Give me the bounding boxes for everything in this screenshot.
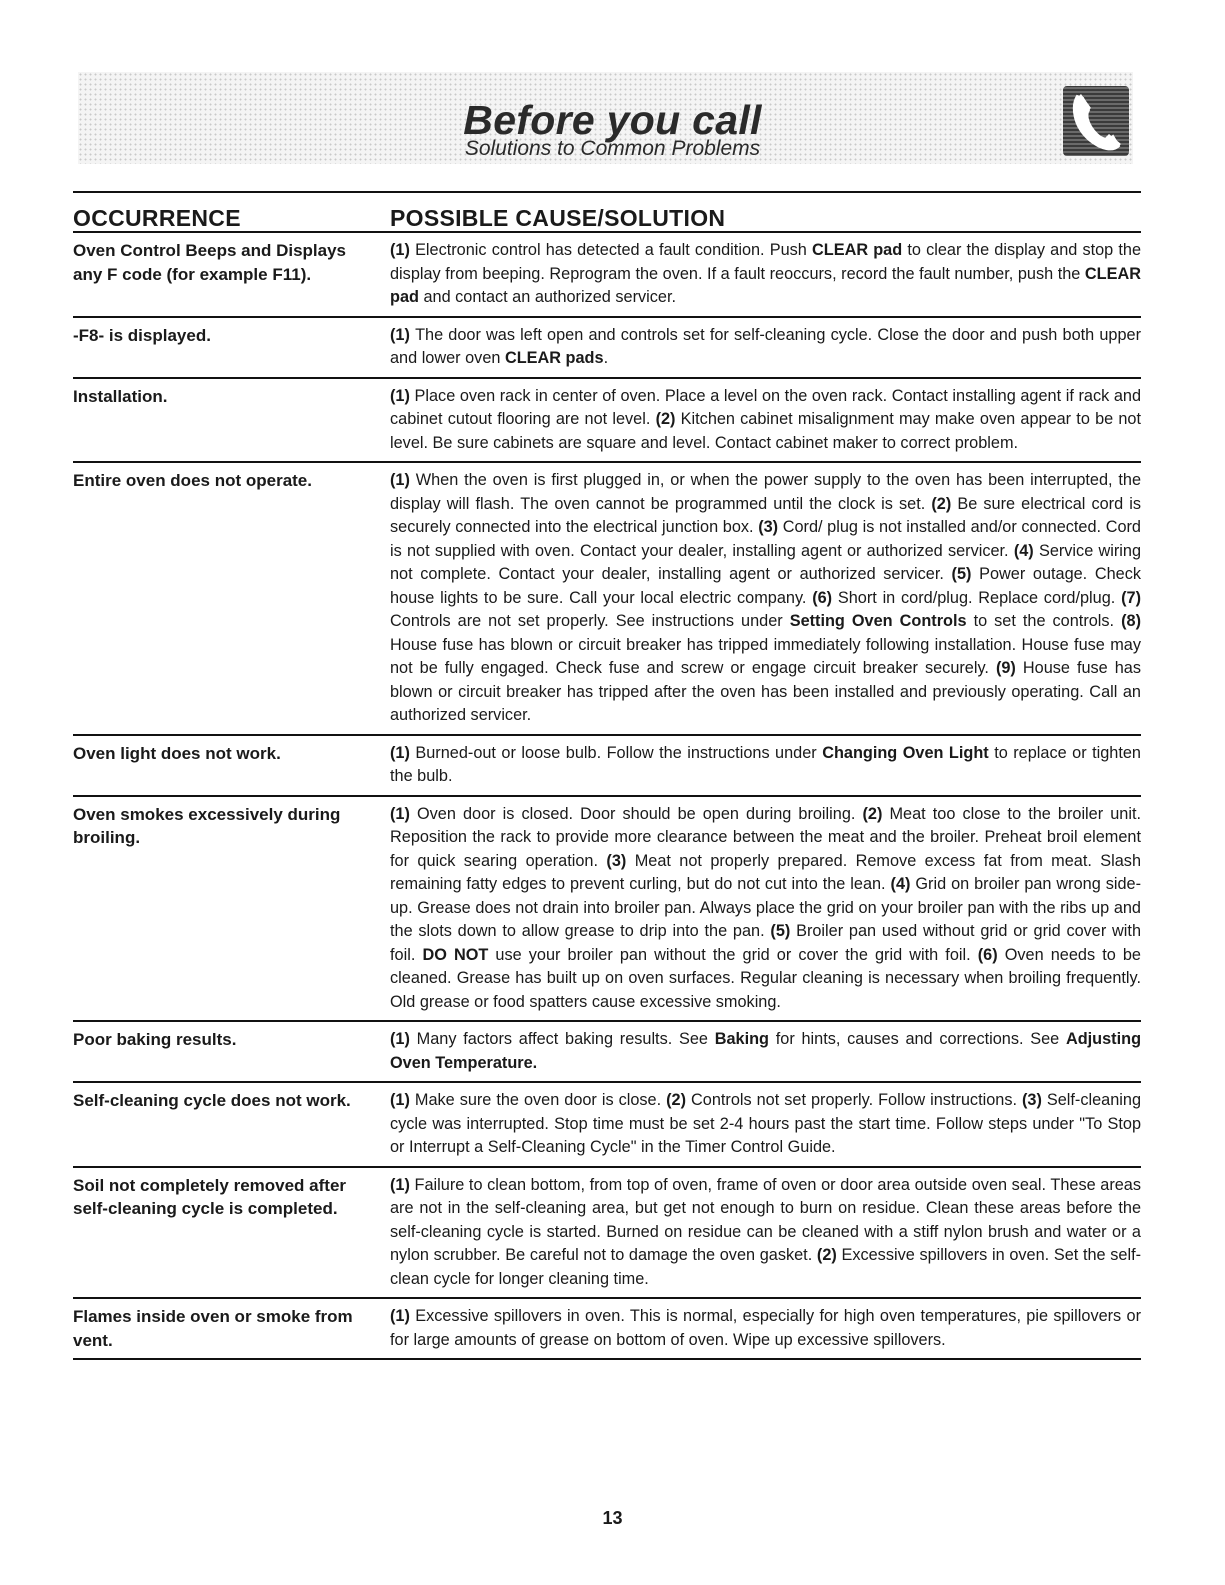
solution-emphasis: (1) [390,1091,415,1109]
problems-table [73,231,1141,1360]
occurrence-cell: Poor baking results. [73,1030,237,1049]
solution-emphasis: Baking [714,1030,769,1048]
solution-emphasis: (2) [816,1246,842,1264]
solution-emphasis: (4) [890,875,916,893]
solution-emphasis: (1) [390,1307,416,1325]
solution-emphasis: (5) [770,922,797,940]
occurrence-cell: Oven Control Beeps and Displays any F code (for example F11). [73,241,347,284]
table-row [73,231,1141,316]
solution-emphasis: (2) [655,410,681,428]
solution-emphasis: (1) [390,471,416,489]
solution-text: Be sure electrical cord is securely connected into the electrical junction box. [390,494,1142,536]
solution-emphasis: CLEAR pad [390,264,1141,306]
page-subtitle: Solutions to Common Problems [464,137,761,160]
solution-emphasis: (3) [606,851,635,870]
solution-text: Power outage. Check house lights to be sure. Call your local electric company. [390,565,1141,607]
table-row [73,316,1141,377]
solution-emphasis: (1) [390,1030,417,1048]
solution-text: When the oven is first plugged in, or when the power supply to the oven has been interrupted, the display will flash. The oven cannot be programmed until the clock is set. [390,471,1142,513]
solution-text: . [603,349,609,367]
solution-emphasis: (2) [862,804,890,823]
solution-emphasis: (1) [390,804,417,823]
solution-cell [390,803,1141,1015]
solution-text: Meat too close to the broiler unit. Reposition the rack to provide more clearance between the meat and the broiler. Preheat broil element for quick searing operation. [390,804,1142,870]
solution-text: Oven needs to be cleaned. Grease has built up on oven surfaces. Regular cleaning is necessary when broiling frequently. Old grease or food spatters cause excessive smoking. [390,945,1141,1011]
table-row [73,461,1141,734]
table-row [73,795,1141,1021]
solution-text: Excessive spillovers in oven. Set the self-clean cycle for longer cleaning time. [390,1246,1142,1288]
solution-emphasis: (1) [390,386,415,405]
solution-emphasis: (9) [995,659,1023,677]
occurrence-cell: Oven smokes excessively during broiling. [73,804,341,847]
solution-text: Grid on broiler pan wrong side-up. Grease does not drain into broiler pan. Always place the grid on your broiler pan with the ribs up and the slots down to allow grease to drip into the pan. [390,875,1141,940]
solution-emphasis: (6) [977,945,1005,964]
solution-emphasis: (1) [390,241,416,259]
solution-text: and contact an authorized servicer. [418,288,676,306]
occurrence-cell: Entire oven does not operate. [73,471,312,490]
occurrence-cell: -F8- is displayed. [73,325,211,345]
solution-cell [390,239,1141,310]
solution-text: Many factors affect baking results. See [416,1030,715,1048]
solution-text: Place oven rack in center of oven. Place a level on the oven rack. Contact installing agent if rack and cabinet cutout flooring are not level. [390,386,1142,428]
page-number: 13 [602,1508,623,1528]
solution-text: for hints, causes and corrections. See [769,1030,1066,1048]
solution-text: Service wiring not complete. Contact your dealer, installing agent or authorized servicer. [390,541,1142,583]
solution-cell [390,385,1141,456]
solution-emphasis: (1) [390,325,416,344]
table-row [73,1020,1141,1081]
solution-text: Electronic control has detected a fault condition. Push [415,241,812,259]
solution-text: to set the controls. [966,612,1122,630]
solution-text: Oven door is closed. Door should be open during broiling. [416,804,863,823]
solution-emphasis: Setting Oven Controls [789,612,967,630]
solution-text: House fuse has blown or circuit breaker has tripped after the oven has been installed and previously operating. Call an authorized servicer. [390,659,1142,724]
occurrence-column-header: OCCURRENCE [73,205,241,231]
page-title: Before you call [463,97,762,143]
solution-text: Burned-out or loose bulb. Follow the instructions under [415,743,823,762]
solution-emphasis: Adjusting Oven Temperature. [390,1030,1142,1072]
solution-text: House fuse has blown or circuit breaker has tripped immediately following installation. House fuse may not be fully engaged. Check fuse and screw or engage circuit breaker securely. [390,635,1141,677]
solution-text: Cord/ plug is not installed and/or connected. Cord is not supplied with oven. Contact your dealer, installing agent or authorized servicer. [390,518,1141,560]
solution-cell [390,1028,1141,1075]
occurrence-cell: Flames inside oven or smoke from vent. [73,1307,353,1350]
solution-cell [390,1089,1141,1160]
solution-emphasis: (1) [390,743,416,762]
solution-emphasis: (2) [666,1091,692,1109]
solution-text: Excessive spillovers in oven. This is normal, especially for high oven temperatures, pie spillovers or for large amounts of grease on bottom of oven. Wipe up excessive spillovers. [390,1307,1141,1349]
solution-emphasis: (3) [1021,1091,1047,1109]
solution-emphasis: (1) [390,1175,415,1194]
solution-emphasis: CLEAR pads [504,349,604,367]
occurrence-cell: Self-cleaning cycle does not work. [73,1091,351,1110]
solution-text: The door was left open and controls set for self-cleaning cycle. Close the door and push both upper and lower oven [390,325,1142,367]
solution-emphasis: (7) [1121,588,1141,607]
occurrence-cell: Installation. [73,386,168,406]
solution-emphasis: CLEAR pad [812,241,903,259]
solution-cell [390,1305,1141,1352]
solution-text: Meat not properly prepared. Remove excess fat from meat. Slash remaining fatty edges to prevent curling, but do not cut into the lean. [390,851,1142,893]
solution-text: Controls are not set properly. See instructions under [390,612,790,630]
solution-cell [390,469,1141,728]
table-row [73,1081,1141,1166]
solution-text: use your broiler pan without the grid or cover the grid with foil. [488,945,978,964]
solution-emphasis: (8) [1121,612,1141,630]
table-row [73,734,1141,795]
solution-cell [390,1174,1141,1292]
solution-emphasis: (3) [758,518,783,536]
solution-text: Make sure the oven door is close. [414,1091,667,1109]
header-rule [73,191,1141,193]
table-row [73,377,1141,462]
occurrence-cell: Oven light does not work. [73,743,281,763]
solution-text: Controls not set properly. Follow instructions. [691,1091,1022,1109]
solution-column-header: POSSIBLE CAUSE/SOLUTION [390,205,726,231]
solution-cell [390,324,1141,371]
occurrence-cell: Soil not completely removed after self-cleaning cycle is completed. [73,1175,347,1218]
table-row [73,1166,1141,1298]
solution-emphasis: (2) [931,494,958,513]
solution-text: Short in cord/plug. Replace cord/plug. [837,588,1122,607]
solution-text: Broiler pan used without grid or grid cover with foil. [390,922,1141,964]
solution-text: to clear the display and stop the display from beeping. Reprogram the oven. If a fault reoccurs, record the fault number, push the [390,241,1142,283]
solution-cell [390,742,1141,789]
solution-text: to replace or tighten the bulb. [390,743,1141,785]
solution-emphasis: (6) [812,588,838,607]
solution-text: Kitchen cabinet misalignment may make oven appear to be not level. Be sure cabinets are square and level. Contact cabinet maker to correct problem. [390,410,1141,452]
solution-text: Failure to clean bottom, from top of oven, frame of oven or door area outside oven seal. These areas are not in the self-cleaning area, but get not enough to burn on residue. Clean these areas before the self-cleaning cycle is started. Burned on residue can be cleaned with a stiff nylon brush and water or a nylon scrubber. Be careful not to damage the oven gasket. [390,1175,1142,1264]
solution-emphasis: Changing Oven Light [822,743,989,762]
solution-emphasis: (4) [1013,541,1039,560]
solution-emphasis: (5) [951,565,980,583]
phone-icon [1063,86,1129,156]
table-row [73,1297,1141,1360]
solution-text: Self-cleaning cycle was interrupted. Stop time must be set 2-4 hours past the start time. Follow steps under "To Stop or Interrupt a Self-Cleaning Cycle" in the Timer Control Guide. [390,1091,1142,1156]
solution-emphasis: DO NOT [422,945,489,964]
